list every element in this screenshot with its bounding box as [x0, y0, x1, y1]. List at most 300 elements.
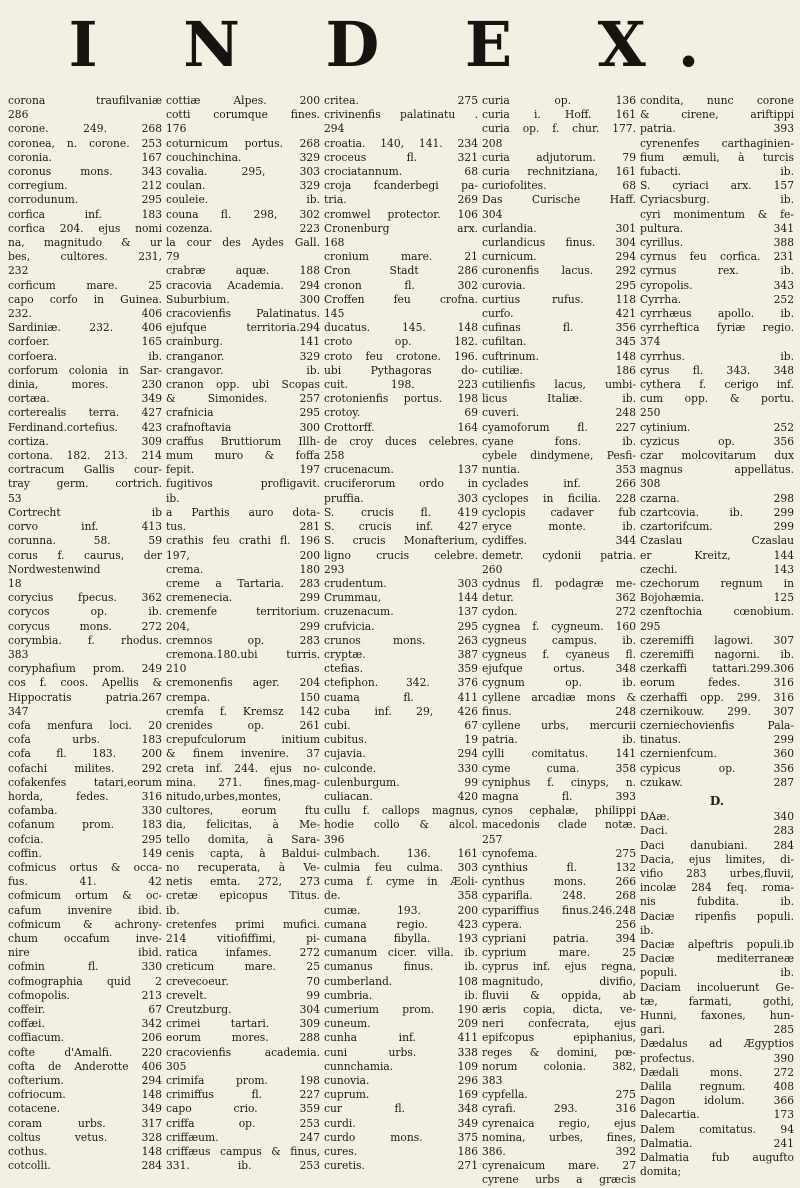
index-entry: finus. 248 [482, 704, 636, 718]
index-entry: cydiffes. 344 [482, 534, 636, 548]
index-entry: ib. [166, 491, 180, 505]
index-entry: populi. ib. [640, 966, 794, 980]
index-entry: cryptæ. 387 [324, 647, 478, 661]
index-entry: cofa fl. 183. 200 [8, 747, 162, 761]
index-entry: cortracum Gallis cour- [8, 463, 162, 477]
index-entry: profectus. 390 [640, 1051, 794, 1065]
index-entry: curlandia. 301 [482, 221, 636, 235]
index-entry: cyrenaica regio, ejus [482, 1116, 636, 1130]
index-entry: cofa menfura loci. 20 [8, 718, 162, 732]
index-entry: Cyrrha. 252 [640, 292, 794, 306]
index-entry: dinia, mores. 230 [8, 378, 162, 392]
index-entry: pruffia. 303 [324, 491, 478, 505]
index-entry: cyamoforum fl. 227 [482, 420, 636, 434]
index-entry: nitudo,urbes,montes, [166, 789, 282, 803]
index-entry: cytinium. 252 [640, 420, 794, 434]
index-entry: cybele dindymene, Pesfi- [482, 449, 636, 463]
index-entry: fepit. 197 [166, 463, 320, 477]
index-entry: corymbia. f. rhodus. [8, 633, 162, 647]
index-entry: corficum mare. 25 [8, 278, 162, 292]
index-entry: cumanus finus. ib. [324, 960, 478, 974]
index-entry: corterealis terra. 427 [8, 406, 162, 420]
index-entry: cunnchamia. 109 [324, 1059, 478, 1073]
index-entry: corfoer. 165 [8, 335, 162, 349]
index-entry: fium æmuli, à turcis [640, 150, 794, 164]
index-entry: cypriani patria. 394 [482, 931, 636, 945]
index-entry: 145 [324, 307, 345, 321]
index-entry: patria. 393 [640, 122, 794, 136]
index-entry: cur fl. 348 [324, 1102, 478, 1116]
index-entry: incolæ 284 feq. roma- [640, 881, 794, 895]
index-entry: cofmographia quid 2 [8, 974, 162, 988]
index-entry: cofanum prom. 183 [8, 818, 162, 832]
index-entry: cuama fl. 411 [324, 690, 478, 704]
index-entry: detur. 362 [482, 591, 636, 605]
index-entry: cumberland. 108 [324, 974, 478, 988]
index-entry: cyrrhus. ib. [640, 349, 794, 363]
index-entry: cygnea f. cygneum. 160 [482, 619, 636, 633]
index-entry: criffæus campus & finus, [166, 1145, 320, 1159]
index-entry: Cron Stadt 286 [324, 264, 478, 278]
index-entry: curnicum. 294 [482, 250, 636, 264]
index-entry: pultura. 341 [640, 221, 794, 235]
index-entry: crimiffus fl. 227 [166, 1088, 320, 1102]
index-entry: capo corfo in Guinea. [8, 292, 162, 306]
index-entry: demetr. cydonii patria. [482, 548, 636, 562]
index-entry: coulan. 329 [166, 179, 320, 193]
index-entry: culmbach. 136. 161 [324, 846, 478, 860]
index-entry: corfica inf. 183 [8, 207, 162, 221]
index-entry: cronon fl. 302 [324, 278, 478, 292]
index-entry: Nordwestenwind [8, 562, 101, 576]
index-entry: crevecoeur. 70 [166, 974, 320, 988]
index-entry: cretenfes primi mufici. [166, 917, 320, 931]
index-entry: cythera f. cerigo inf. [640, 378, 794, 392]
index-entry: fubacti. ib. [640, 165, 794, 179]
index-entry: tello domita, à Sara- [166, 832, 320, 846]
index-entry: creme a Tartaria. 283 [166, 576, 320, 590]
index-entry: gari. 285 [640, 1023, 794, 1037]
index-entry: coronea, n. corone. 253 [8, 136, 162, 150]
index-entry: cofmicum & achrony- [8, 917, 162, 931]
index-entry: 308 [640, 477, 661, 491]
index-entry: licus Italiæ. ib. [482, 392, 636, 406]
index-entry: crivinenfis palatinatu . [324, 108, 478, 122]
index-entry: chum occafum inve- [8, 931, 162, 945]
index-entry: 304 [482, 207, 503, 221]
index-entry: cullu f. callops magnus, [324, 804, 478, 818]
index-entry: Dalmatia fub augufto [640, 1151, 794, 1165]
index-entry: Crummau, 144 [324, 591, 478, 605]
index-entry: Cyriacsburg. ib. [640, 193, 794, 207]
index-entry: czeremiffi nagorni. ib. [640, 647, 794, 661]
index-entry: ejufque territoria.294 [166, 321, 320, 335]
index-entry: crabræ aquæ. 188 [166, 264, 320, 278]
index-entry: er Kreitz, 144 [640, 548, 794, 562]
index-entry: de croy duces celebres. [324, 434, 478, 448]
index-entry: 286 [8, 108, 29, 122]
index-entry: cuprum. 169 [324, 1088, 478, 1102]
index-entry: crociatannum. 68 [324, 165, 478, 179]
index-entry: craffus Bruttiorum Illh- [166, 434, 320, 448]
index-entry: ratica infames. 272 [166, 946, 320, 960]
index-entry: cyrene urbs a græcis [482, 1173, 636, 1187]
index-entry: 294 [324, 122, 345, 136]
index-entry: magnitudo, divifio, [482, 974, 636, 988]
index-entry: cynthus mons. 266 [482, 875, 636, 889]
index-entry: eorum mores. 288 [166, 1031, 320, 1045]
index-entry: couchinchina. 329 [166, 150, 320, 164]
index-entry: cyprium mare. 25 [482, 946, 636, 960]
index-entry: cygneus f. cyaneus fl. [482, 647, 636, 661]
index-entry: czar molcovitarum dux [640, 449, 794, 463]
index-entry: ducatus. 145. 148 [324, 321, 478, 335]
index-entry: cofmin fl. 330 [8, 960, 162, 974]
index-entry: 208 [482, 136, 503, 150]
index-entry: & finem invenire. 37 [166, 747, 320, 761]
index-entry: cofcia. 295 [8, 832, 162, 846]
index-entry: cyprus inf. ejus regna, [482, 960, 636, 974]
index-entry: cyrrheftica fyriæ regio. [640, 321, 794, 335]
index-entry: 293 [324, 562, 345, 576]
index-entry: Hunni, faxones, hun- [640, 1009, 794, 1022]
index-entry: 53 [8, 491, 22, 505]
index-entry: 232 [8, 264, 29, 278]
index-entry: cumana regio. 423 [324, 917, 478, 931]
index-entry: cufiltan. 345 [482, 335, 636, 349]
index-entry: cures. 186 [324, 1145, 478, 1159]
index-entry: cynthius fl. 132 [482, 860, 636, 874]
index-entry: coffin. 149 [8, 846, 162, 860]
index-entry: nuntia. 353 [482, 463, 636, 477]
index-entry: 260 [482, 562, 503, 576]
index-entry: Suburbium. 300 [166, 292, 320, 306]
index-entry: cydon. 272 [482, 605, 636, 619]
index-entry: cumbria. ib. [324, 988, 478, 1002]
index-entry: curfo. 421 [482, 307, 636, 321]
index-entry: cremenecia. 299 [166, 591, 320, 605]
index-entry: curtius rufus. 118 [482, 292, 636, 306]
index-entry: coffeir. 67 [8, 1003, 162, 1016]
index-entry: Daciæ ripenfis populi. [640, 909, 794, 923]
index-entry: Dalecartia. 173 [640, 1108, 794, 1122]
index-entry: croto feu crotone. 196. [324, 349, 478, 363]
index-entry: 374 [640, 335, 661, 349]
index-entry: Czaslau Czaslau [640, 534, 794, 548]
index-entry: 250 [640, 406, 661, 420]
index-entry: culmia feu culma. 303 [324, 860, 478, 874]
index-entry: croja fcanderbegi pa- [324, 179, 478, 193]
index-entry: 347 [8, 704, 29, 718]
index-entry: crudentum. 303 [324, 576, 478, 590]
index-entry: 331. ib. 253 [166, 1159, 320, 1173]
index-entry: cyparifla. 248. 268 [482, 889, 636, 903]
index-entry: czartorifcum. 299 [640, 520, 794, 534]
index-entry: æris copia, dicta, ve- [482, 1003, 636, 1016]
index-entry: covalia. 295, 303 [166, 165, 320, 179]
index-entry: czernienfcum. 360 [640, 747, 794, 761]
index-entry: cypfella. 275 [482, 1088, 636, 1102]
index-entry: bes, cultores. 231, [8, 250, 162, 264]
index-entry: cyclopis cadaver fub [482, 505, 636, 519]
index-entry: cunovia. 296 [324, 1074, 478, 1088]
index-entry: cremonenfis ager. 204 [166, 676, 320, 690]
index-entry: curia op. f. chur. 177. [482, 122, 636, 136]
index-entry: 386. 392 [482, 1145, 636, 1159]
index-entry: cunha inf. 411 [324, 1031, 478, 1045]
index-entry: Ferdinand.cortefius. 423 [8, 420, 162, 434]
index-entry: crangavor. ib. [166, 363, 320, 377]
index-entry: cuma f. cyme in Æoli- [324, 875, 478, 889]
index-entry: nomina, urbes, fines, [482, 1130, 636, 1144]
index-entry: coronus mons. 343 [8, 165, 162, 179]
index-entry: Creutzburg. 304 [166, 1003, 320, 1016]
index-entry: coltus vetus. 328 [8, 1130, 162, 1144]
index-entry: cumæ. 193. 200 [324, 903, 478, 917]
index-entry: norum colonia. 382, [482, 1059, 636, 1073]
index-entry: Daci. 283 [640, 824, 794, 838]
index-entry: 79 [166, 250, 180, 264]
index-entry: cafum invenire ibid. [8, 903, 162, 917]
index-entry: Crottorff. 164 [324, 420, 478, 434]
index-entry: criffa op. 253 [166, 1116, 320, 1130]
index-entry: cenis capta, à Baldui- [166, 846, 320, 860]
index-entry: cyclades inf. 266 [482, 477, 636, 491]
index-entry: cyrenenfes carthaginien- [640, 136, 794, 150]
index-entry: crafnicia 295 [166, 406, 320, 420]
index-entry: Cronenburg arx. [324, 221, 478, 235]
index-column-2 [166, 94, 320, 1173]
index-entry: la cour des Aydes Gall. [166, 236, 320, 250]
index-column-1 [8, 94, 162, 1173]
index-entry: curlandicus finus. 304 [482, 236, 636, 250]
index-entry: coffiacum. 206 [8, 1031, 162, 1045]
index-entry: cottiæ Alpes. 200 [166, 94, 320, 107]
index-entry: magnus appellatus. [640, 463, 794, 477]
index-entry: cyllene urbs, mercurii [482, 718, 636, 732]
index-entry: cygnum op. ib. [482, 676, 636, 690]
index-entry: czechi. 143 [640, 562, 794, 576]
index-entry: culconde. 330 [324, 761, 478, 775]
index-entry: dia, felicitas, à Me- [166, 818, 320, 832]
index-entry: cofte d'Amalfi. 220 [8, 1045, 162, 1059]
index-entry: corycius fpecus. 362 [8, 591, 162, 605]
index-entry: cyzicus op. 356 [640, 434, 794, 448]
index-entry: cujavia. 294 [324, 747, 478, 761]
index-entry: Daciam incoluerunt Ge- [640, 980, 794, 994]
index-entry: czerniechovienfis Pala- [640, 718, 794, 732]
index-entry: crotonienfis portus. 198 [324, 392, 478, 406]
index-entry: Daciæ mediterraneæ [640, 952, 794, 966]
index-entry: tæ, farmati, gothi, [640, 994, 794, 1008]
index-entry: czartcovia. ib. 299 [640, 505, 794, 519]
index-entry: no recuperata, à Ve- [166, 860, 320, 874]
index-entry: Cortrecht ib [8, 505, 162, 519]
index-entry: S. crucis fl. 419 [324, 505, 478, 519]
index-entry: cyniphus f. cinyps, n. [482, 775, 636, 789]
index-entry: ib. [640, 923, 654, 937]
index-entry: crunos mons. 263 [324, 633, 478, 647]
index-entry: cofta de Anderotte 406 [8, 1059, 162, 1073]
index-entry: cuneum. 209 [324, 1017, 478, 1031]
index-entry: nis fubdita. ib. [640, 895, 794, 909]
index-entry: & cirene, ariftippi [640, 108, 794, 122]
index-entry: corunna. 58. 59 [8, 534, 162, 548]
index-entry: cyrillus. 388 [640, 236, 794, 250]
index-entry: fluvii & oppida, ab [482, 988, 636, 1002]
index-entry: Bojohæmia. 125 [640, 591, 794, 605]
page-title: I N D E X. [68, 8, 732, 81]
index-entry: horda, fedes. 316 [8, 789, 162, 803]
index-entry: creta inf. 244. ejus no- [166, 761, 320, 775]
index-entry: domita; [640, 1165, 682, 1179]
index-entry: corfica 204. ejus nomi [8, 221, 162, 235]
index-entry: crotoy. 69 [324, 406, 478, 420]
index-entry: Dacia, ejus limites, di- [640, 852, 794, 866]
index-entry: tray germ. cortrich. [8, 477, 162, 491]
index-entry: ctefias. 359 [324, 662, 478, 676]
index-entry: curia rechnitziana, 161 [482, 165, 636, 179]
index-entry: corregium. 212 [8, 179, 162, 193]
index-entry: curdo mons. 375 [324, 1130, 478, 1144]
index-entry: S. crucis Monafterium, [324, 534, 478, 548]
index-entry: de. 358 [324, 889, 478, 903]
index-entry: patria. ib. [482, 733, 636, 747]
index-entry: cotti corumque fines. [166, 108, 320, 122]
index-entry: criffæum. 247 [166, 1130, 320, 1144]
index-entry: ctefiphon. 342. 376 [324, 676, 478, 690]
index-entry: couleie. ib. [166, 193, 320, 207]
index-entry: cygneus campus. ib. [482, 633, 636, 647]
index-entry: cortæa. 349 [8, 392, 162, 406]
index-entry: mina. 271. fines,mag- [166, 775, 320, 789]
index-entry: cronium mare. 21 [324, 250, 478, 264]
index-entry: cyclopes in ficilia. 228 [482, 491, 636, 505]
index-entry: D. [709, 793, 725, 808]
index-entry: ligno crucis celebre. [324, 548, 478, 562]
index-entry: cypariffius finus.246.248 [482, 903, 636, 917]
index-entry: 396 [324, 832, 345, 846]
index-entry: coram urbs. 317 [8, 1116, 162, 1130]
index-entry: cothus. 148 [8, 1145, 162, 1159]
index-entry: mum muro & foffa [166, 449, 320, 463]
index-entry: cofachi milites. 292 [8, 761, 162, 775]
index-entry: cyme cuma. 358 [482, 761, 636, 775]
index-entry: cypera. 256 [482, 917, 636, 931]
index-entry: curia adjutorum. 79 [482, 150, 636, 164]
index-entry: cremona.180.ubi turris. [166, 647, 320, 661]
index-entry: cyane fons. ib. [482, 434, 636, 448]
index-entry: cromwel protector. 106 [324, 207, 478, 221]
index-entry: crainburg. 141 [166, 335, 320, 349]
index-entry: corus f. caurus, der [8, 548, 162, 562]
index-entry: cubi. 67 [324, 718, 478, 732]
index-entry: cuveri. 248 [482, 406, 636, 420]
index-entry: macedonis clade notæ. [482, 818, 636, 832]
index-entry: reges & domini, pœ- [482, 1045, 636, 1059]
index-entry: crenides op. 261 [166, 718, 320, 732]
index-entry: cumana fibylla. 193 [324, 931, 478, 945]
index-entry: fus. 41. 42 [8, 875, 162, 889]
index-entry: Dædalus ad Ægyptios [640, 1037, 794, 1051]
index-entry: curonenfis lacus. 292 [482, 264, 636, 278]
index-entry: cofamba. 330 [8, 804, 162, 818]
index-entry: 197, 200 [166, 548, 320, 562]
index-entry: nire ibid. [8, 946, 162, 960]
index-entry: cremnos op. 283 [166, 633, 320, 647]
index-entry: 383 [482, 1074, 503, 1088]
index-entry: czechorum regnum in [640, 576, 794, 590]
index-entry: eryce monte. ib. [482, 520, 636, 534]
index-column-5 [640, 94, 794, 1179]
index-entry: Sardiniæ. 232. 406 [8, 321, 162, 335]
index-column-3 [324, 94, 478, 1173]
index-entry: cylli comitatus. 141 [482, 747, 636, 761]
index-entry: cremfa f. Kremsz 142 [166, 704, 320, 718]
index-entry: cutiliæ. 186 [482, 363, 636, 377]
index-entry: corrodunum. 295 [8, 193, 162, 207]
index-entry: cumanum cicer. villa. ib. [324, 946, 478, 960]
index-entry: culiacan. 420 [324, 789, 478, 803]
index-entry: cufinas fl. 356 [482, 321, 636, 335]
index-entry: cum opp. & portu. [640, 392, 794, 406]
index-entry: 176 [166, 122, 187, 136]
index-entry: ejufque ortus. 348 [482, 662, 636, 676]
index-entry: coturnicum portus. 268 [166, 136, 320, 150]
index-entry: cyrenaicum mare. 27 [482, 1159, 636, 1173]
index-entry: curovia. 295 [482, 278, 636, 292]
index-entry: tria. 269 [324, 193, 478, 207]
index-entry: neri confecrata, ejus [482, 1017, 636, 1031]
index-entry: cutilienfis lacus, umbi- [482, 378, 636, 392]
index-entry: crufvicia. 295 [324, 619, 478, 633]
index-entry: cotacene. 349 [8, 1102, 162, 1116]
index-entry: 18 [8, 576, 22, 590]
index-entry: cofakenfes tatari,eorum [8, 775, 162, 789]
index-entry: & Simonides. 257 [166, 392, 320, 406]
index-entry: cuba inf. 29, 426 [324, 704, 478, 718]
index-entry: 210 [166, 662, 187, 676]
index-entry: cotcolli. 284 [8, 1159, 162, 1173]
index-entry: ib. [166, 903, 180, 917]
index-entry: croto op. 182. [324, 335, 478, 349]
index-entry: ubi Pythagoras do- [324, 363, 478, 377]
index-entry: 168 [324, 236, 345, 250]
index-entry: corvo inf. 413 [8, 520, 162, 534]
index-entry: crucenacum. 137 [324, 463, 478, 477]
index-entry: czerhaffi opp. 299. 316 [640, 690, 794, 704]
index-entry: crepufculorum initium [166, 733, 320, 747]
index-entry: czerkaffi tattari.299.306 [640, 662, 794, 676]
index-entry: 204, 299 [166, 619, 320, 633]
index-entry: coronia. 167 [8, 150, 162, 164]
index-entry: coffæi. 342 [8, 1017, 162, 1031]
index-entry: crema. 180 [166, 562, 320, 576]
index-entry: curia op. 136 [482, 94, 636, 107]
index-entry: S. crucis inf. 427 [324, 520, 478, 534]
index-entry: croatia. 140, 141. 234 [324, 136, 478, 150]
index-entry: cofterium. 294 [8, 1074, 162, 1088]
index-entry: corforum colonia in Sar- [8, 363, 162, 377]
index-entry: croceus fl. 321 [324, 150, 478, 164]
index-entry: cracovienfis Palatinatus. [166, 307, 320, 321]
index-entry: S. cyriaci arx. 157 [640, 179, 794, 193]
index-entry: cortona. 182. 213. 214 [8, 449, 162, 463]
index-entry: crempa. 150 [166, 690, 320, 704]
index-entry: curia i. Hoff. 161 [482, 108, 636, 122]
index-entry: coryphafium prom. 249 [8, 662, 162, 676]
index-entry: Daci danubiani. 284 [640, 838, 794, 852]
